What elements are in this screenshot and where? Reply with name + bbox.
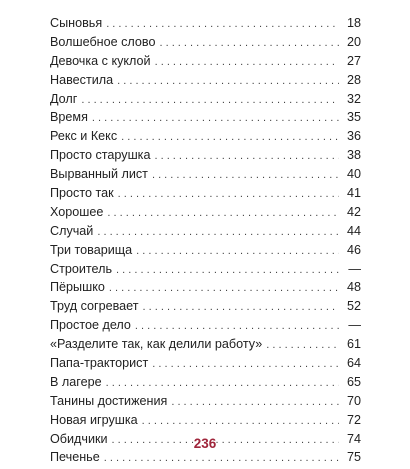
toc-dot-leader xyxy=(152,166,339,185)
toc-dot-leader xyxy=(81,91,339,110)
toc-entry xyxy=(50,222,361,241)
toc-entry xyxy=(50,241,361,260)
toc-dot-leader xyxy=(154,147,339,166)
toc-entry xyxy=(50,203,361,222)
page-number: 236 xyxy=(193,436,217,451)
toc-entry xyxy=(50,165,361,184)
toc-entry xyxy=(50,335,361,354)
toc-dot-leader xyxy=(117,72,339,91)
toc-entry-page: — xyxy=(348,261,361,276)
toc-entry-page: 32 xyxy=(346,91,361,106)
toc-entry-title: Пёрышко xyxy=(50,280,105,295)
toc-entry-title: Простое дело xyxy=(50,318,131,333)
table-of-contents xyxy=(50,14,361,467)
toc-entry xyxy=(50,411,361,430)
toc-entry-title: Сыновья xyxy=(50,16,103,30)
toc-entry-title: Рекс и Кекс xyxy=(50,129,118,144)
toc-entry-title: Три товарища xyxy=(50,242,133,257)
toc-entry-page: 20 xyxy=(346,34,361,49)
toc-dot-leader xyxy=(152,355,339,374)
toc-entry-title: Девочка с куклой xyxy=(50,53,151,68)
toc-entry-page: 46 xyxy=(346,242,361,257)
toc-dot-leader xyxy=(136,242,339,261)
toc-entry-title: Случай xyxy=(50,223,94,238)
toc-entry xyxy=(50,392,361,411)
toc-entry-page: 40 xyxy=(346,167,361,182)
toc-dot-leader xyxy=(106,374,339,393)
toc-entry-page: 36 xyxy=(346,129,361,144)
toc-entry-page: 74 xyxy=(346,431,361,446)
toc-entry-title: Строитель xyxy=(50,261,113,276)
toc-dot-leader xyxy=(143,298,339,317)
toc-entry xyxy=(50,184,361,203)
toc-entry-title: Хорошее xyxy=(50,204,104,219)
toc-entry-page: 64 xyxy=(346,356,361,371)
toc-entry-page: 42 xyxy=(346,204,361,219)
toc-dot-leader xyxy=(159,34,339,53)
toc-entry xyxy=(50,71,361,90)
toc-entry xyxy=(50,90,361,109)
toc-entry-page: 44 xyxy=(346,223,361,238)
toc-entry-page: 52 xyxy=(346,299,361,314)
toc-entry-title: В лагере xyxy=(50,374,102,389)
toc-entry xyxy=(50,278,361,297)
toc-entry-page: 65 xyxy=(346,374,361,389)
toc-dot-leader xyxy=(135,317,339,336)
toc-entry-page: 41 xyxy=(346,186,361,201)
toc-entry xyxy=(50,14,361,33)
toc-entry-title: Папа-тракторист xyxy=(50,356,149,371)
toc-entry xyxy=(50,127,361,146)
toc-dot-leader xyxy=(109,279,339,298)
toc-entry-page: — xyxy=(348,318,361,333)
toc-entry-page: 72 xyxy=(346,412,361,427)
toc-entry xyxy=(50,297,361,316)
toc-entry-title: Просто старушка xyxy=(50,148,151,163)
toc-entry-title: Печенье xyxy=(50,450,100,465)
toc-entry xyxy=(50,448,361,467)
toc-dot-leader xyxy=(97,223,339,242)
toc-dot-leader xyxy=(116,261,339,280)
toc-entry xyxy=(50,373,361,392)
toc-entry xyxy=(50,260,361,279)
toc-dot-leader xyxy=(121,128,339,147)
toc-dot-leader xyxy=(118,185,339,204)
toc-entry xyxy=(50,108,361,127)
toc-entry-title: Вырванный лист xyxy=(50,167,148,182)
toc-entry-title: Новая игрушка xyxy=(50,412,138,427)
toc-entry-title: Время xyxy=(50,110,88,125)
toc-entry xyxy=(50,33,361,52)
toc-entry-title: Волшебное слово xyxy=(50,34,156,49)
toc-dot-leader xyxy=(104,449,339,468)
toc-entry-page: 28 xyxy=(346,72,361,87)
toc-entry-title: Танины достижения xyxy=(50,393,168,408)
toc-entry-page: 61 xyxy=(346,337,361,352)
toc-dot-leader xyxy=(155,53,339,72)
toc-entry-page: 75 xyxy=(346,450,361,465)
toc-entry xyxy=(50,354,361,373)
toc-dot-leader xyxy=(92,109,339,128)
toc-dot-leader xyxy=(142,412,339,431)
toc-dot-leader xyxy=(107,204,339,223)
toc-entry xyxy=(50,146,361,165)
toc-entry-title: «Разделите так, как делили работу» xyxy=(50,337,263,352)
toc-entry-title: Навестила xyxy=(50,72,114,87)
toc-entry-title: Обидчики xyxy=(50,431,108,446)
toc-entry-page: 18 xyxy=(346,16,361,30)
toc-entry-page: 70 xyxy=(346,393,361,408)
toc-entry-title: Долг xyxy=(50,91,78,106)
toc-entry-page: 38 xyxy=(346,148,361,163)
toc-entry-title: Труд согревает xyxy=(50,299,139,314)
toc-dot-leader xyxy=(266,336,339,355)
toc-entry xyxy=(50,52,361,71)
toc-entry xyxy=(50,316,361,335)
toc-entry-page: 48 xyxy=(346,280,361,295)
toc-dot-leader xyxy=(106,15,339,34)
toc-dot-leader xyxy=(171,393,339,412)
toc-entry-page: 27 xyxy=(346,53,361,68)
toc-entry-title: Просто так xyxy=(50,186,114,201)
toc-entry-page: 35 xyxy=(346,110,361,125)
